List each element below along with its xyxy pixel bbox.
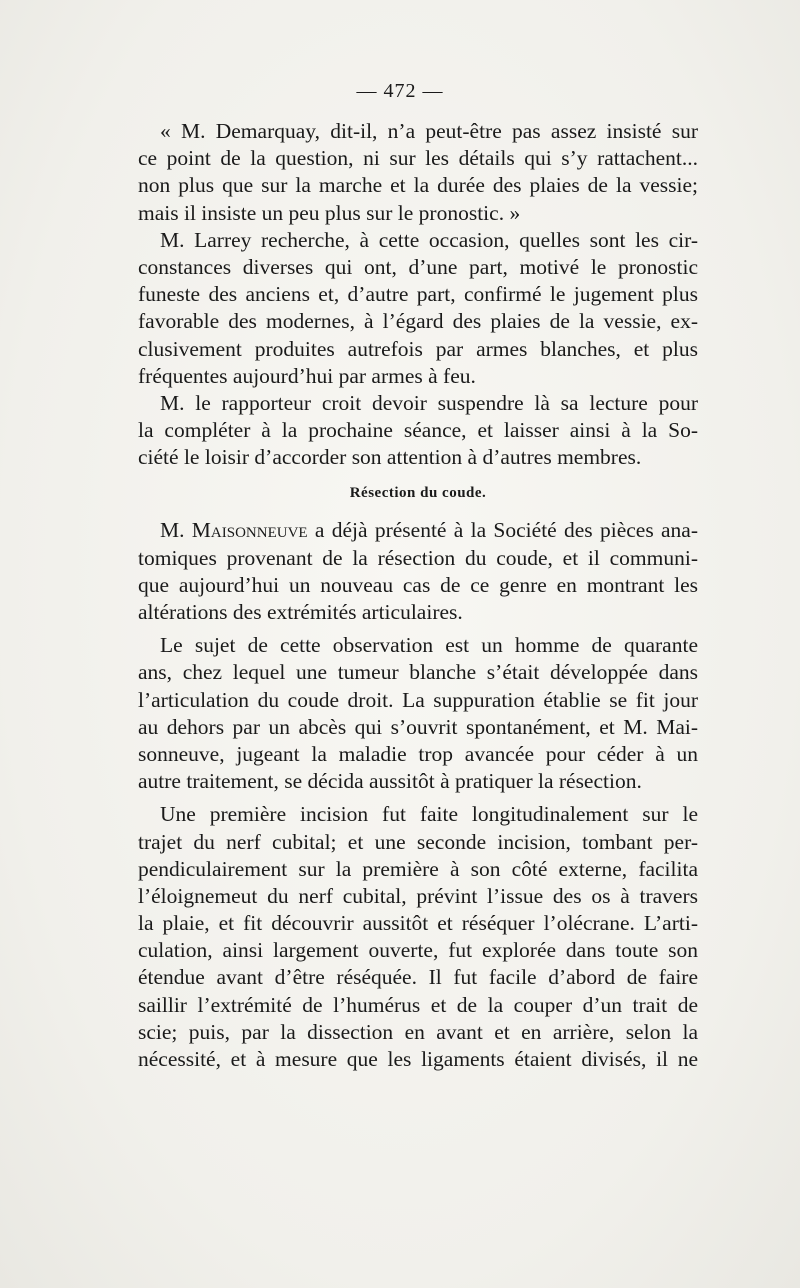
text-fragment: M.: [160, 518, 192, 543]
text-line: culation, ainsi largement ouverte, fut explorée dans toute son: [138, 938, 698, 963]
text-line: scie; puis, par la dissection en avant et en arrière, selon la: [138, 1019, 698, 1044]
text-line: Une première incision fut faite longitudinalement sur le: [160, 802, 698, 827]
text-line: non plus que sur la marche et la durée des plaies de la vessie;: [138, 173, 698, 198]
paragraph-quote: [138, 118, 698, 227]
text-line: la compléter à la prochaine séance, et laisser ainsi à la So-: [138, 418, 698, 443]
text-line: saillir l’extrémité de l’humérus et de la couper d’un trait de: [138, 992, 698, 1017]
text-line: clusivement produites autrefois par armes blanches, et plus: [138, 336, 698, 361]
text-line: M. le rapporteur croit devoir suspendre là sa lecture pour: [160, 390, 698, 415]
text-line: ans, chez lequel une tumeur blanche s’était développée dans: [138, 660, 698, 685]
section-heading: Résection du coude.: [349, 485, 487, 502]
text-line: la plaie, et fit découvrir aussitôt et réséquer l’olécrane. L’arti-: [138, 911, 698, 936]
text-line: sonneuve, jugeant la maladie trop avancée pour céder à un: [138, 741, 698, 766]
page-number: — 472 —: [356, 80, 444, 102]
text-line: fréquentes aujourd’hui par armes à feu.: [138, 363, 476, 388]
text-line: trajet du nerf cubital; et une seconde incision, tombant per-: [138, 829, 698, 854]
text-line: Le sujet de cette observation est un homme de quarante: [160, 633, 698, 658]
text-line: pendiculairement sur la première à son côté externe, facilita: [138, 856, 698, 881]
text-line: ciété le loisir d’accorder son attention à d’autres membres.: [138, 445, 642, 470]
paragraph-maisonneuve: [138, 517, 698, 626]
text-line: favorable des modernes, à l’égard des plaies de la vessie, ex-: [138, 309, 698, 334]
text-line: « M. Demarquay, dit-il, n’a peut-être pas assez insisté sur: [160, 119, 698, 143]
paragraph-incision: [138, 801, 698, 1073]
paragraph-sujet: [138, 632, 698, 795]
text-line: tomiques provenant de la résection du coude, et il communi-: [138, 545, 698, 570]
text-line: l’éloignemeut du nerf cubital, prévint l’issue des os à travers: [138, 883, 698, 908]
person-name: Maisonneuve: [191, 518, 308, 543]
text-line: altérations des extrémités articulaires.: [138, 600, 463, 624]
text-line: au dehors par un abcès qui s’ouvrit spontanément, et M. Mai-: [138, 714, 698, 739]
text-line: funeste des anciens et, d’autre part, confirmé le jugement plus: [138, 282, 698, 307]
text-line: nécessité, et à mesure que les ligaments étaient divisés, il ne: [138, 1047, 698, 1071]
text-line: mais il insiste un peu plus sur le pronostic. »: [138, 200, 521, 225]
text-line: [138, 517, 698, 544]
text-line: l’articulation du coude droit. La suppuration établie se fit jour: [138, 687, 698, 712]
text-line: constances diverses qui ont, d’une part, motivé le pronostic: [138, 254, 698, 279]
text-line: que aujourd’hui un nouveau cas de ce genre en montrant les: [138, 572, 698, 597]
text-fragment: a déjà présenté à la Société des pièces ana-: [307, 518, 698, 543]
paragraph-larrey: [138, 227, 698, 390]
text-line: ce point de la question, ni sur les détails qui s’y rattachent...: [138, 146, 698, 171]
paragraph-rapporteur: [138, 390, 698, 472]
body-text: [138, 118, 698, 1073]
text-line: autre traitement, se décida aussitôt à pratiquer la résection.: [138, 769, 642, 794]
text-line: étendue avant d’être réséquée. Il fut facile d’abord de faire: [138, 965, 698, 990]
text-line: M. Larrey recherche, à cette occasion, quelles sont les cir-: [160, 227, 698, 252]
